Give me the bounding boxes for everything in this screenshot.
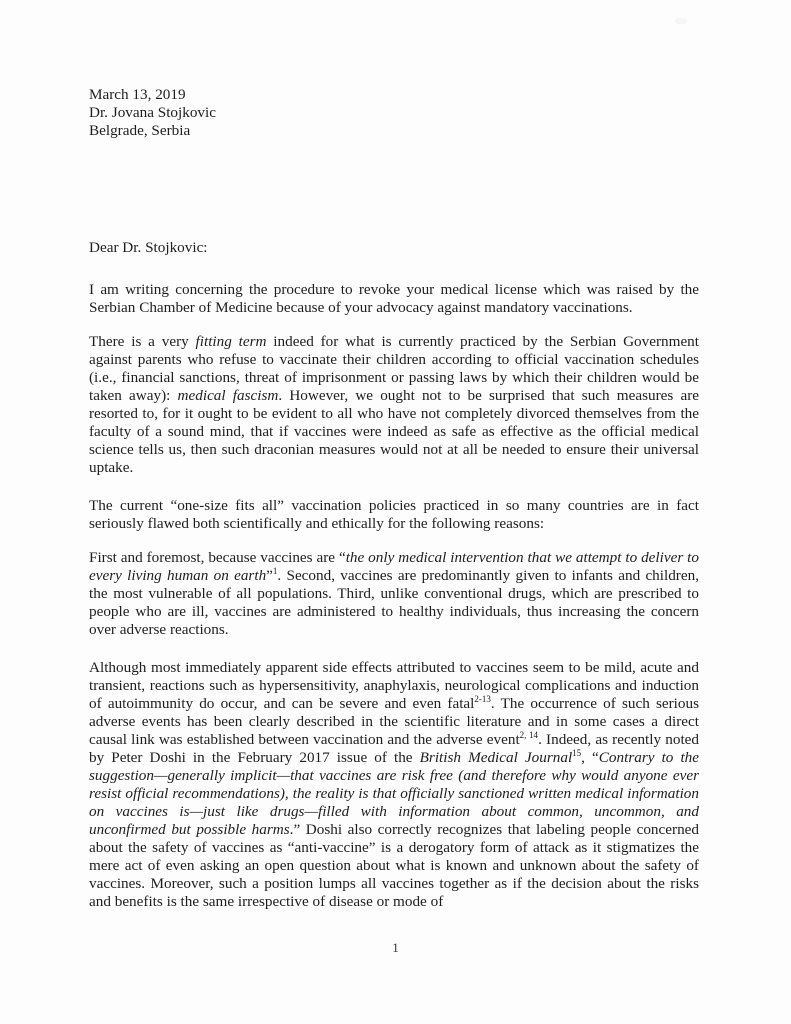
text-run: , “	[581, 749, 599, 766]
letter-header	[89, 86, 389, 140]
paragraph-5	[89, 659, 699, 911]
footnote-ref: 15	[572, 747, 582, 758]
footnote-ref: 2-13	[474, 693, 491, 704]
text-run: There is a very	[89, 333, 196, 350]
text-run: First and foremost, because vaccines are “	[89, 549, 346, 566]
text-run: indeed for what is currently practiced by the Serbian Government against parents who refuse to vaccinate their children according to official vaccination schedules (i.e., financial sanctions, threat of imprisonment or passing laws by which their children would be taken away):	[89, 333, 699, 404]
text-run: . However, we ought not to be surprised that such measures are resorted to, for it ought to be evident to all who have not completely divorced themselves from the faculty of a sound mind, that if vaccines were indeed as safe as effective as the official medical science tells us, then such draconian measures would not at all be needed to ensure their universal uptake.	[89, 387, 699, 476]
footnote-ref: 1	[272, 565, 278, 576]
page-number: 1	[392, 940, 399, 955]
paragraph-1: I am writing concerning the procedure to revoke your medical license which was raised by the Serbian Chamber of Medicine because of your advocacy against mandatory vaccinations.	[89, 281, 699, 316]
recipient-location: Belgrade, Serbia	[89, 122, 191, 139]
salutation: Dear Dr. Stojkovic:	[89, 239, 208, 256]
paragraph-3: The current “one-size fits all” vaccination policies practiced in so many countries are in fact seriously flawed both scientifically and ethically for the following reasons:	[89, 497, 699, 532]
text-run: . Second, vaccines are predominantly given to infants and children, the most vulnerable of all populations. Third, unlike conventional drugs, which are prescribed to people who are ill, vaccines are administered to healthy individuals, thus increasing the concern over adverse reactions.	[89, 567, 699, 638]
recipient-name: Dr. Jovana Stojkovic	[89, 104, 216, 121]
footnote-ref: 2, 14	[519, 729, 539, 740]
scan-artifact	[675, 18, 687, 24]
italic-quote: the only medical intervention that we attempt to deliver to every living human on earth	[89, 549, 699, 584]
italic-run: fitting term	[195, 333, 267, 350]
paragraph-2	[89, 333, 699, 477]
text-run: Although most immediately apparent side effects attributed to vaccines seem to be mild, acute and transient, reactions such as hypersensitivity, anaphylaxis, neurological complications and induction of autoimmunity do occur, and can be severe and even fatal	[89, 659, 699, 712]
text-run: . The occurrence of such serious adverse events has been clearly described in the scientific literature and in some cases a direct causal link was established between vaccination and the adverse event	[89, 695, 699, 748]
text-run: .” Doshi also correctly recognizes that labeling people concerned about the safety of vaccines as “anti-vaccine” is a derogatory form of attack as it stigmatizes the mere act of even asking an open question about what is known and unknown about the safety of vaccines. Moreover, such a position lumps all vaccines together as if the decision about the risks and benefits is the same irrespective of disease or mode of	[89, 821, 699, 910]
letter-date: March 13, 2019	[89, 86, 186, 103]
italic-run: medical fascism	[177, 387, 279, 404]
paragraph-4	[89, 549, 699, 639]
text-run: . Indeed, as recently noted by Peter Doshi in the February 2017 issue of the	[89, 731, 700, 766]
text-run: ”	[266, 567, 273, 584]
journal-title: British Medical Journal	[419, 749, 573, 766]
italic-quote: Contrary to the suggestion—generally implicit—that vaccines are risk free (and therefore why would anyone ever resist official recommendations), the reality is that officially sanctioned written medical information on vaccines is—just like drugs—filled with information about common, uncommon, and unconfirmed but possible harms	[89, 749, 700, 838]
